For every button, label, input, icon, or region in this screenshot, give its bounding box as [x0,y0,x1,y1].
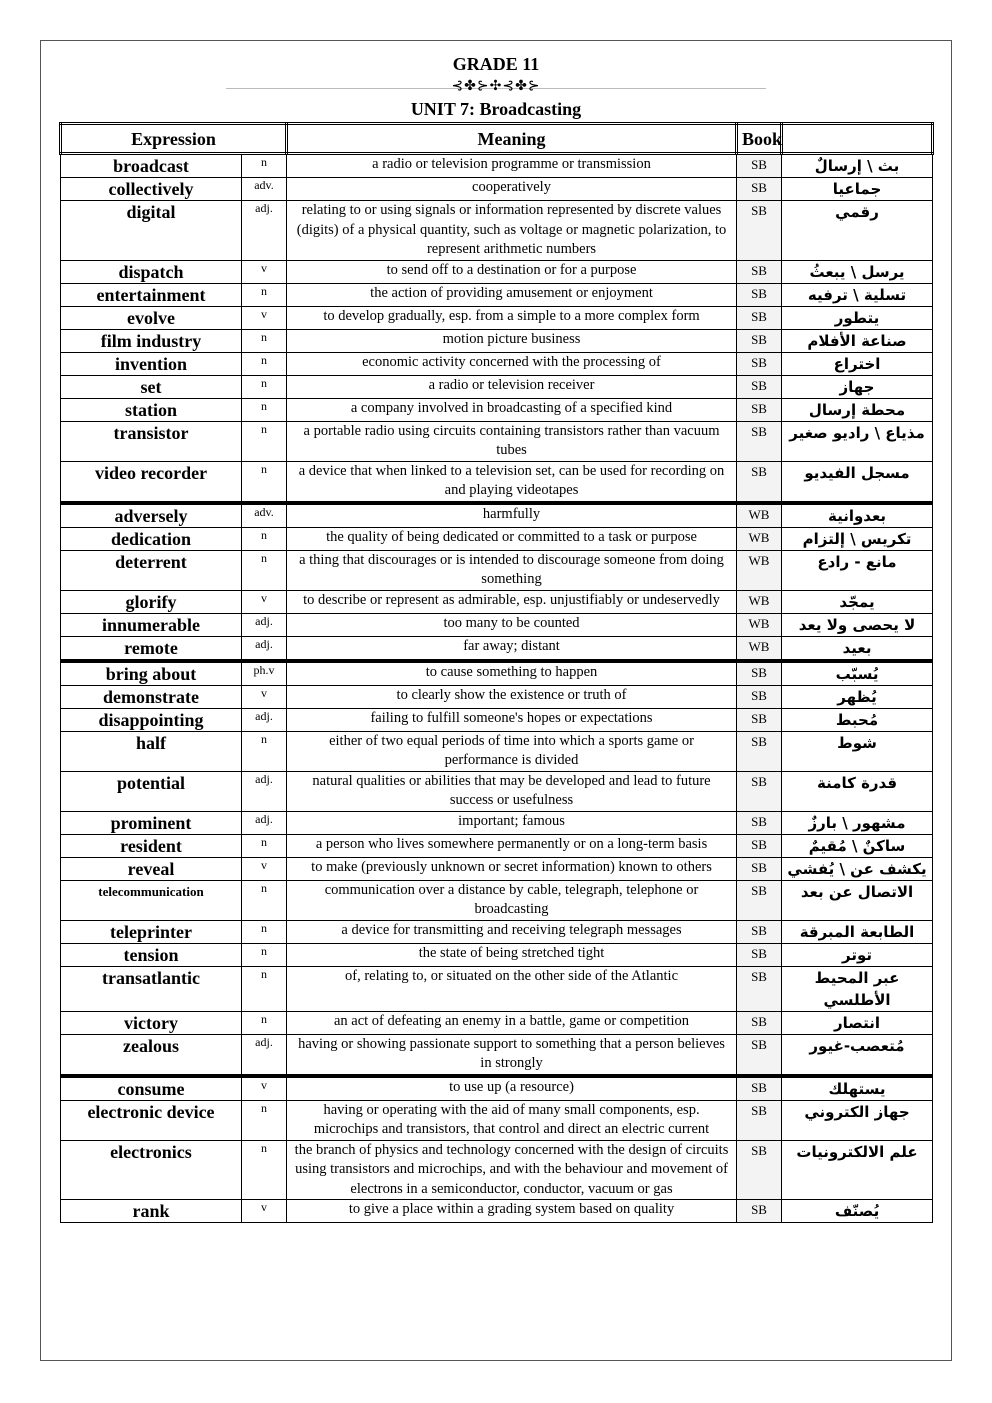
table-row [61,834,933,857]
unit-title: UNIT 7: Broadcasting [410,99,582,119]
term-cell: potential [61,771,242,811]
part-of-speech-cell: adj. [242,771,287,811]
part-of-speech-cell: n [242,943,287,966]
book-cell: SB [737,1200,782,1223]
meaning-cell: the action of providing amusement or enjoyment [287,283,737,306]
table-row [61,708,933,731]
part-of-speech-cell: v [242,857,287,880]
book-cell: SB [737,461,782,503]
term-cell: collectively [61,178,242,201]
term-cell: transistor [61,421,242,461]
arabic-translation-cell: مُتعصب-غيور [782,1034,933,1076]
arabic-translation-cell: لا يحصى ولا يعد [782,613,933,636]
term-cell: transatlantic [61,966,242,1011]
meaning-cell: motion picture business [287,329,737,352]
table-row [61,920,933,943]
arabic-translation-cell: انتصار [782,1011,933,1034]
book-cell: SB [737,708,782,731]
part-of-speech-cell: n [242,1011,287,1034]
book-cell: SB [737,1140,782,1200]
meaning-cell: harmfully [287,503,737,528]
arabic-translation-cell: يستهلك [782,1076,933,1101]
book-cell: SB [737,685,782,708]
term-cell: zealous [61,1034,242,1076]
table-row [61,398,933,421]
part-of-speech-cell: adv. [242,503,287,528]
arabic-translation-cell: جهاز الكتروني [782,1100,933,1140]
translation-header [782,124,933,154]
meaning-cell: either of two equal periods of time into which a sports game or performance is divided [287,731,737,771]
meaning-cell: of, relating to, or situated on the other side of the Atlantic [287,966,737,1011]
table-row [61,201,933,261]
table-row [61,503,933,528]
term-cell: telecommunication [61,880,242,920]
vocabulary-rows [61,154,933,1223]
term-cell: adversely [61,503,242,528]
book-cell: SB [737,1011,782,1034]
table-row [61,527,933,550]
term-cell: bring about [61,661,242,686]
part-of-speech-cell: v [242,1200,287,1223]
meaning-cell: relating to or using signals or information represented by discrete values (digits) of a physical quantity, such as voltage or magnetic polarization, to represent arithmetic numbers [287,201,737,261]
book-cell: SB [737,966,782,1011]
meaning-cell: to give a place within a grading system based on quality [287,1200,737,1223]
book-cell: SB [737,352,782,375]
meaning-cell: a radio or television programme or transmission [287,154,737,178]
table-header-row [61,124,933,154]
meaning-cell: to cause something to happen [287,661,737,686]
arabic-translation-cell: جهاز [782,375,933,398]
arabic-translation-cell: مانع - رادع [782,550,933,590]
part-of-speech-cell: n [242,1140,287,1200]
part-of-speech-cell: adj. [242,1034,287,1076]
meaning-cell: to clearly show the existence or truth of [287,685,737,708]
term-cell: reveal [61,857,242,880]
arabic-translation-cell: يكشف عن \ يُفشي [782,857,933,880]
meaning-cell: to describe or represent as admirable, esp. unjustifiably or undeservedly [287,590,737,613]
arabic-translation-cell: بث \ إرسالٌ [782,154,933,178]
arabic-translation-cell: مُحبط [782,708,933,731]
arabic-translation-cell: ساكنٌ \ مُقيمٌ [782,834,933,857]
meaning-cell: to use up (a resource) [287,1076,737,1101]
table-row [61,880,933,920]
book-cell: SB [737,375,782,398]
arabic-translation-cell: بعدوانية [782,503,933,528]
part-of-speech-cell: n [242,834,287,857]
book-cell: SB [737,1034,782,1076]
table-row [61,1140,933,1200]
term-cell: broadcast [61,154,242,178]
table-row [61,1200,933,1223]
book-cell: WB [737,636,782,661]
vocabulary-table [59,122,934,1223]
table-row [61,178,933,201]
arabic-translation-cell: جماعيا [782,178,933,201]
book-cell: WB [737,527,782,550]
meaning-cell: cooperatively [287,178,737,201]
term-cell: victory [61,1011,242,1034]
term-cell: remote [61,636,242,661]
arabic-translation-cell: تسلية \ ترفيه [782,283,933,306]
table-row [61,154,933,178]
meaning-cell: far away; distant [287,636,737,661]
meaning-cell: having or operating with the aid of many small components, esp. microchips and transistors, that control and direct an electric current [287,1100,737,1140]
part-of-speech-cell: n [242,154,287,178]
arabic-translation-cell: توتر [782,943,933,966]
term-cell: dedication [61,527,242,550]
book-cell: SB [737,260,782,283]
table-row [61,613,933,636]
meaning-cell: important; famous [287,811,737,834]
table-row [61,1100,933,1140]
part-of-speech-cell: v [242,260,287,283]
meaning-cell: a device that when linked to a television set, can be used for recording on and playing videotapes [287,461,737,503]
book-cell: SB [737,1100,782,1140]
book-cell: SB [737,421,782,461]
table-row [61,1011,933,1034]
part-of-speech-cell: ph.v [242,661,287,686]
arabic-translation-cell: يُصنّف [782,1200,933,1223]
arabic-translation-cell: مسجل الفيديو [782,461,933,503]
meaning-header: Meaning [287,124,737,154]
part-of-speech-cell: n [242,527,287,550]
book-cell: SB [737,154,782,178]
book-cell: SB [737,834,782,857]
book-cell: SB [737,306,782,329]
arabic-translation-cell: بعيد [782,636,933,661]
term-cell: innumerable [61,613,242,636]
arabic-translation-cell: شوط [782,731,933,771]
term-cell: film industry [61,329,242,352]
arabic-translation-cell: قدرة كامنة [782,771,933,811]
meaning-cell: having or showing passionate support to something that a person believes in strongly [287,1034,737,1076]
term-cell: demonstrate [61,685,242,708]
book-cell: SB [737,943,782,966]
term-cell: evolve [61,306,242,329]
arabic-translation-cell: علم الالكترونيات [782,1140,933,1200]
book-cell: SB [737,398,782,421]
meaning-cell: an act of defeating an enemy in a battle, game or competition [287,1011,737,1034]
term-cell: dispatch [61,260,242,283]
term-cell: resident [61,834,242,857]
term-cell: video recorder [61,461,242,503]
book-cell: WB [737,550,782,590]
part-of-speech-cell: n [242,375,287,398]
term-cell: invention [61,352,242,375]
part-of-speech-cell: n [242,461,287,503]
part-of-speech-cell: adv. [242,178,287,201]
table-row [61,329,933,352]
table-row [61,421,933,461]
meaning-cell: a device for transmitting and receiving telegraph messages [287,920,737,943]
arabic-translation-cell: يُسبّب [782,661,933,686]
book-header: Book [737,124,782,154]
book-cell: SB [737,283,782,306]
book-cell: SB [737,771,782,811]
meaning-cell: to develop gradually, esp. from a simple to a more complex form [287,306,737,329]
arabic-translation-cell: يرسل \ يبعثُ [782,260,933,283]
arabic-translation-cell: الطابعة المبرقة [782,920,933,943]
arabic-translation-cell: اختراع [782,352,933,375]
part-of-speech-cell: v [242,590,287,613]
part-of-speech-cell: n [242,352,287,375]
part-of-speech-cell: n [242,550,287,590]
book-cell: SB [737,201,782,261]
expression-header: Expression [61,124,287,154]
meaning-cell: to send off to a destination or for a purpose [287,260,737,283]
term-cell: prominent [61,811,242,834]
arabic-translation-cell: يمجّد [782,590,933,613]
table-row [61,590,933,613]
term-cell: station [61,398,242,421]
table-row [61,306,933,329]
part-of-speech-cell: n [242,920,287,943]
meaning-cell: a person who lives somewhere permanently or on a long-term basis [287,834,737,857]
table-row [61,1034,933,1076]
term-cell: deterrent [61,550,242,590]
table-row [61,550,933,590]
ornament-icon: ⊰✤⊱✣⊰✤⊱ [451,79,541,94]
book-cell: SB [737,1076,782,1101]
table-row [61,966,933,1011]
term-cell: tension [61,943,242,966]
meaning-cell: a radio or television receiver [287,375,737,398]
part-of-speech-cell: adj. [242,811,287,834]
part-of-speech-cell: v [242,1076,287,1101]
part-of-speech-cell: n [242,421,287,461]
meaning-cell: natural qualities or abilities that may be developed and lead to future success or usefulness [287,771,737,811]
term-cell: set [61,375,242,398]
table-row [61,943,933,966]
book-cell: SB [737,329,782,352]
arabic-translation-cell: صناعة الأفلام [782,329,933,352]
book-cell: SB [737,661,782,686]
part-of-speech-cell: n [242,966,287,1011]
arabic-translation-cell: مشهور \ بارزٌ [782,811,933,834]
arabic-translation-cell: يتطور [782,306,933,329]
table-row [61,685,933,708]
term-cell: electronics [61,1140,242,1200]
table-row [61,461,933,503]
table-row [61,857,933,880]
part-of-speech-cell: n [242,731,287,771]
meaning-cell: the branch of physics and technology concerned with the design of circuits using transistors and microchips, and with the behaviour and movement of electrons in a semiconductor, conductor, vacuum or gas [287,1140,737,1200]
part-of-speech-cell: n [242,880,287,920]
part-of-speech-cell: v [242,685,287,708]
book-cell: SB [737,920,782,943]
grade-title: GRADE 11 [452,54,540,74]
table-row [61,1076,933,1101]
term-cell: digital [61,201,242,261]
meaning-cell: communication over a distance by cable, telegraph, telephone or broadcasting [287,880,737,920]
book-cell: SB [737,857,782,880]
meaning-cell: too many to be counted [287,613,737,636]
book-cell: SB [737,880,782,920]
part-of-speech-cell: adj. [242,636,287,661]
term-cell: consume [61,1076,242,1101]
table-row [61,636,933,661]
term-cell: rank [61,1200,242,1223]
book-cell: WB [737,503,782,528]
part-of-speech-cell: v [242,306,287,329]
book-cell: WB [737,613,782,636]
meaning-cell: a company involved in broadcasting of a specified kind [287,398,737,421]
arabic-translation-cell: محطة إرسال [782,398,933,421]
arabic-translation-cell: تكريس \ إلتزام [782,527,933,550]
term-cell: disappointing [61,708,242,731]
table-row [61,771,933,811]
term-cell: electronic device [61,1100,242,1140]
part-of-speech-cell: adj. [242,708,287,731]
meaning-cell: failing to fulfill someone's hopes or expectations [287,708,737,731]
part-of-speech-cell: n [242,329,287,352]
table-row [61,375,933,398]
term-cell: teleprinter [61,920,242,943]
table-row [61,260,933,283]
book-cell: SB [737,178,782,201]
meaning-cell: the state of being stretched tight [287,943,737,966]
table-row [61,661,933,686]
table-row [61,352,933,375]
part-of-speech-cell: adj. [242,613,287,636]
part-of-speech-cell: n [242,1100,287,1140]
table-row [61,811,933,834]
table-row [61,731,933,771]
arabic-translation-cell: الاتصال عن بعد [782,880,933,920]
arabic-translation-cell: يُظهر [782,685,933,708]
part-of-speech-cell: n [242,398,287,421]
meaning-cell: the quality of being dedicated or committed to a task or purpose [287,527,737,550]
meaning-cell: a thing that discourages or is intended to discourage someone from doing something [287,550,737,590]
part-of-speech-cell: n [242,283,287,306]
term-cell: entertainment [61,283,242,306]
arabic-translation-cell: رقمي [782,201,933,261]
meaning-cell: to make (previously unknown or secret information) known to others [287,857,737,880]
part-of-speech-cell: adj. [242,201,287,261]
term-cell: glorify [61,590,242,613]
book-cell: SB [737,731,782,771]
arabic-translation-cell: مذياع \ راديو صغير [782,421,933,461]
meaning-cell: a portable radio using circuits containing transistors rather than vacuum tubes [287,421,737,461]
book-cell: SB [737,811,782,834]
term-cell: half [61,731,242,771]
table-row [61,283,933,306]
book-cell: WB [737,590,782,613]
meaning-cell: economic activity concerned with the processing of [287,352,737,375]
arabic-translation-cell: عبر المحيط الأطلسي [782,966,933,1011]
